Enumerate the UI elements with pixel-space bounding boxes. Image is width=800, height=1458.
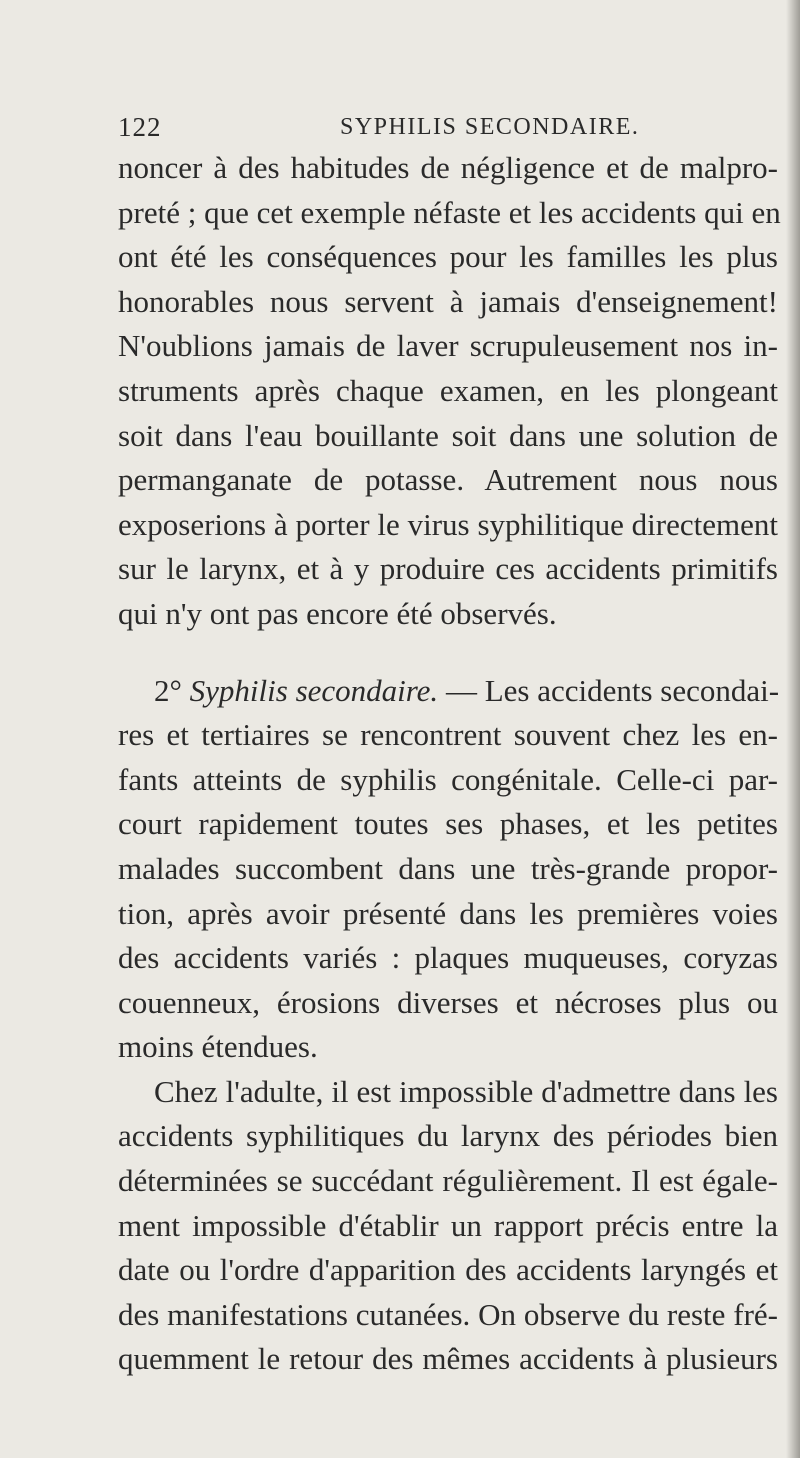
text-line: couenneux, érosions diverses et nécroses plus ou — [118, 984, 778, 1020]
text-line: fants atteints de syphilis congénitale. Celle-ci par- — [118, 761, 778, 797]
heading-line-rest: — Les accidents secondai- — [445, 672, 780, 708]
text-line: honorables nous servent à jamais d'enseignement! — [118, 283, 778, 319]
text-line: qui n'y ont pas encore été observés. — [118, 595, 557, 631]
body-text — [118, 146, 781, 1382]
text-line: des accidents variés : plaques muqueuses, coryzas — [118, 940, 778, 976]
paragraph-2 — [118, 669, 778, 1070]
page-header — [118, 112, 778, 148]
paragraph-3 — [118, 1070, 778, 1382]
text-line: moins étendues. — [118, 1029, 318, 1065]
section-heading-line — [118, 669, 778, 714]
section-heading: Syphilis secondaire. — [189, 672, 439, 708]
text-line: court rapidement toutes ses phases, et les petites — [118, 806, 778, 842]
text-line: exposerions à porter le virus syphilitique directement — [118, 506, 778, 542]
section-number: 2° — [154, 672, 182, 708]
text-line: quemment le retour des mêmes accidents à plusieurs — [118, 1341, 778, 1377]
text-line: preté ; que cet exemple néfaste et les accidents qui en — [118, 194, 781, 230]
text-line: ont été les conséquences pour les familles les plus — [118, 239, 778, 275]
text-line: malades succombent dans une très-grande propor- — [118, 850, 778, 886]
text-line: sur le larynx, et à y produire ces accidents primitifs — [118, 551, 778, 587]
text-line: des manifestations cutanées. On observe du reste fré- — [118, 1296, 778, 1332]
page-edge-shadow — [786, 0, 800, 1458]
text-line: noncer à des habitudes de négligence et de malpro- — [118, 150, 778, 185]
page-number: 122 — [118, 112, 162, 142]
text-line: date ou l'ordre d'apparition des accidents laryngés et — [118, 1252, 778, 1288]
text-line: struments après chaque examen, en les plongeant — [118, 372, 778, 408]
text-line: soit dans l'eau bouillante soit dans une solution de — [118, 417, 778, 453]
text-line: permanganate de potasse. Autrement nous nous — [118, 462, 778, 498]
text-line: tion, après avoir présenté dans les premières voies — [118, 895, 778, 931]
text-line: ment impossible d'établir un rapport précis entre la — [118, 1207, 778, 1243]
text-line: res et tertiaires se rencontrent souvent chez les en- — [118, 717, 778, 753]
paragraph-spacer — [118, 637, 778, 669]
paragraph-1 — [118, 146, 781, 637]
text-line: déterminées se succédant régulièrement. Il est égale- — [118, 1163, 778, 1199]
text-line: N'oublions jamais de laver scrupuleusement nos in- — [118, 328, 778, 364]
text-line: Chez l'adulte, il est impossible d'admettre dans les — [154, 1073, 778, 1109]
text-line: accidents syphilitiques du larynx des périodes bien — [118, 1118, 778, 1154]
running-title: SYPHILIS SECONDAIRE. — [340, 114, 640, 140]
